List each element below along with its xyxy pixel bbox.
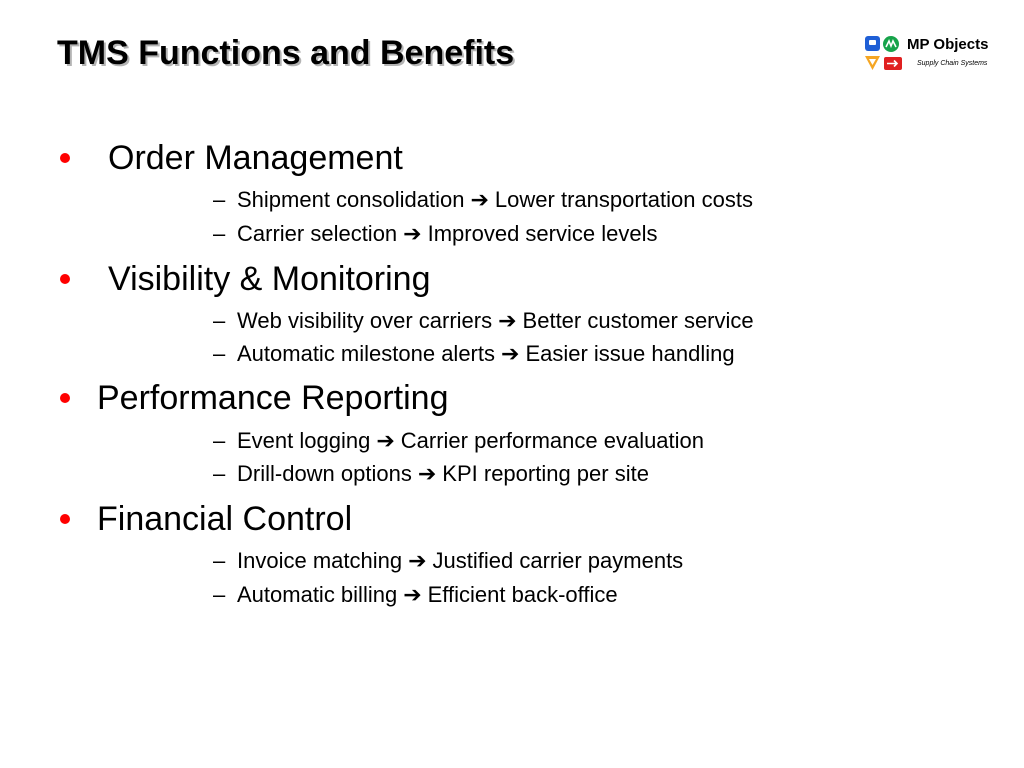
dash-icon: – (213, 341, 226, 366)
arrow-right-icon: ➔ (376, 428, 395, 453)
arrow-right-icon: ➔ (403, 221, 422, 246)
sub-item-cause: Shipment consolidation (237, 187, 465, 212)
sub-item-benefit: Better customer service (522, 308, 754, 333)
sub-item-cause: Web visibility over carriers (237, 308, 493, 333)
logo-mark-icon (864, 33, 904, 75)
section-heading: Performance Reporting (97, 379, 449, 417)
sub-item (213, 459, 649, 489)
sub-item (213, 546, 683, 576)
bullet-icon (60, 393, 70, 403)
dash-icon: – (213, 308, 226, 333)
section-heading: Order Management (108, 139, 403, 177)
sub-item-cause: Automatic billing (237, 582, 398, 607)
bullet-icon (60, 274, 70, 284)
arrow-right-icon: ➔ (408, 548, 427, 573)
dash-icon: – (213, 187, 226, 212)
sub-item-benefit: Lower transportation costs (494, 187, 753, 212)
dash-icon: – (213, 582, 226, 607)
dash-icon: – (213, 221, 226, 246)
sub-item-cause: Drill-down options (237, 461, 412, 486)
sub-item-benefit: Carrier performance evaluation (400, 428, 705, 453)
bullet-icon (60, 514, 70, 524)
arrow-right-icon: ➔ (501, 341, 520, 366)
arrow-right-icon: ➔ (417, 461, 437, 486)
sub-item-benefit: Easier issue handling (525, 341, 735, 366)
sub-item-cause: Carrier selection (237, 221, 398, 246)
sub-item (213, 426, 704, 456)
company-logo (864, 33, 1004, 75)
section-heading: Financial Control (97, 500, 353, 538)
sub-item (213, 306, 754, 336)
sub-item-benefit: KPI reporting per site (442, 461, 649, 486)
sub-item-benefit: Justified carrier payments (432, 548, 684, 573)
sub-item-benefit: Improved service levels (427, 221, 658, 246)
sub-item (213, 185, 753, 215)
dash-icon: – (213, 548, 226, 573)
arrow-right-icon: ➔ (498, 308, 517, 333)
arrow-right-icon: ➔ (403, 582, 422, 607)
sub-item (213, 219, 657, 249)
slide-title: TMS Functions and Benefits (57, 34, 515, 72)
logo-tagline: Supply Chain Systems (917, 60, 988, 67)
sub-item-cause: Automatic milestone alerts (237, 341, 495, 366)
dash-icon: – (213, 461, 226, 486)
sub-item-cause: Event logging (237, 428, 371, 453)
bullet-icon (60, 153, 70, 163)
sub-item (213, 580, 618, 610)
sub-item-benefit: Efficient back-office (427, 582, 618, 607)
logo-name: MP Objects (907, 36, 989, 53)
sub-item (213, 339, 735, 369)
section-heading: Visibility & Monitoring (108, 260, 431, 298)
sub-item-cause: Invoice matching (237, 548, 403, 573)
arrow-right-icon: ➔ (470, 187, 489, 212)
dash-icon: – (213, 428, 226, 453)
